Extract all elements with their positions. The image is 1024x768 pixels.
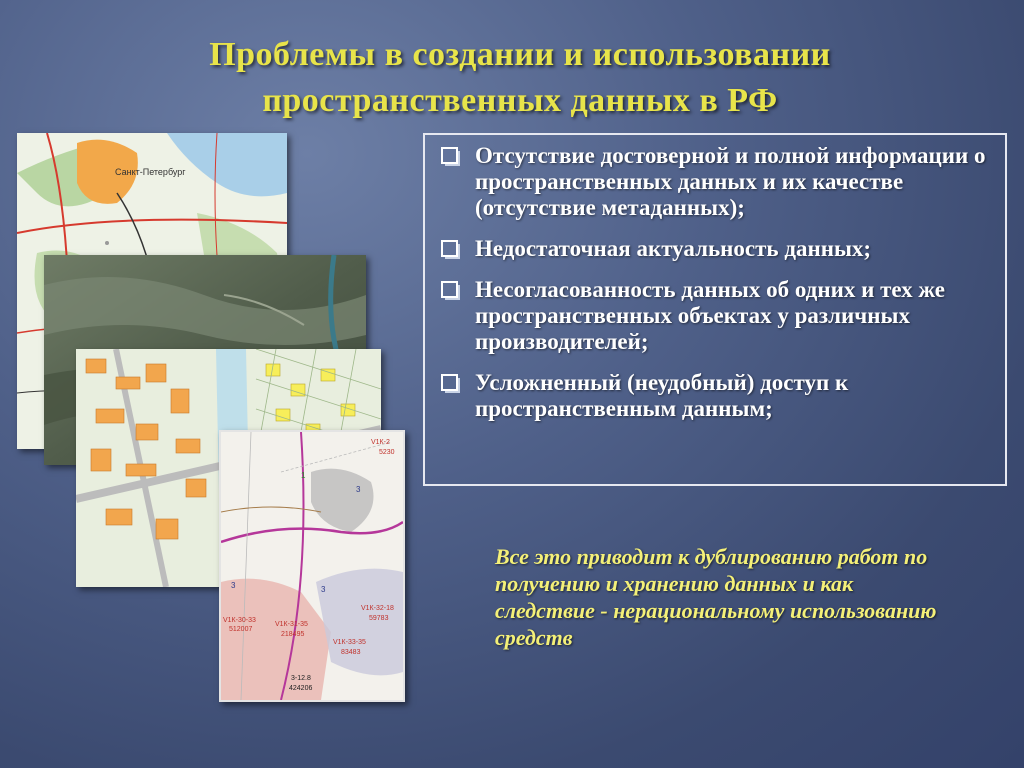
cadastral-zone-2: 3	[321, 585, 326, 594]
cadastral-label-12: 424206	[289, 685, 313, 692]
cadastral-map-image	[219, 430, 405, 702]
cadastral-label-5: V1К-31-35	[275, 621, 308, 628]
cadastral-zone-1: 3	[231, 581, 236, 590]
problem-text-2: Недостаточная актуальность данных;	[475, 236, 872, 261]
cadastral-label-6: 218495	[281, 631, 305, 638]
cadastral-label-1: V1К-2	[371, 439, 390, 446]
problem-text-3: Несогласованность данных об одних и тех же пространственных объектах у различных производителей;	[475, 277, 945, 354]
problem-text-1: Отсутствие достоверной и полной информации о пространственных данных и их качестве (отсутствие метаданных);	[475, 143, 986, 220]
cadastral-label-11: 3-12.8	[291, 675, 311, 682]
problem-item-1	[439, 143, 989, 221]
title-line-1: Проблемы в создании и использовании	[209, 36, 831, 73]
problem-text-4: Усложненный (неудобный) доступ к пространственным данным;	[475, 370, 849, 421]
cadastral-label-10: 83483	[341, 649, 361, 656]
cadastral-label-9: V1К-33-35	[333, 639, 366, 646]
checkbox-bullet-icon	[441, 147, 458, 164]
problem-item-2	[439, 236, 989, 262]
cadastral-label-2: 5230	[379, 449, 395, 456]
conclusion-text: Все это приводит к дублированию работ по получению и хранению данных и как следствие - нерациональному использованию средств	[495, 544, 937, 650]
checkbox-bullet-icon	[441, 374, 458, 391]
checkbox-bullet-icon	[441, 240, 458, 257]
problems-list	[439, 143, 989, 422]
cadastral-map-icon	[221, 432, 403, 700]
title-line-2: пространственных данных в РФ	[262, 82, 778, 119]
cadastral-zone-4: 1	[301, 471, 306, 480]
problem-item-4	[439, 370, 989, 422]
cadastral-label-8: 59783	[369, 615, 389, 622]
map-city-label: Санкт-Петербург	[115, 167, 186, 177]
cadastral-label-3: V1К-30-33	[223, 617, 256, 624]
cadastral-label-7: V1К-32-18	[361, 605, 394, 612]
problems-box	[423, 133, 1007, 486]
checkbox-bullet-icon	[441, 281, 458, 298]
slide-title	[120, 32, 920, 124]
cadastral-zone-3: 3	[356, 485, 361, 494]
problem-item-3	[439, 277, 989, 355]
cadastral-label-4: 512007	[229, 626, 253, 633]
